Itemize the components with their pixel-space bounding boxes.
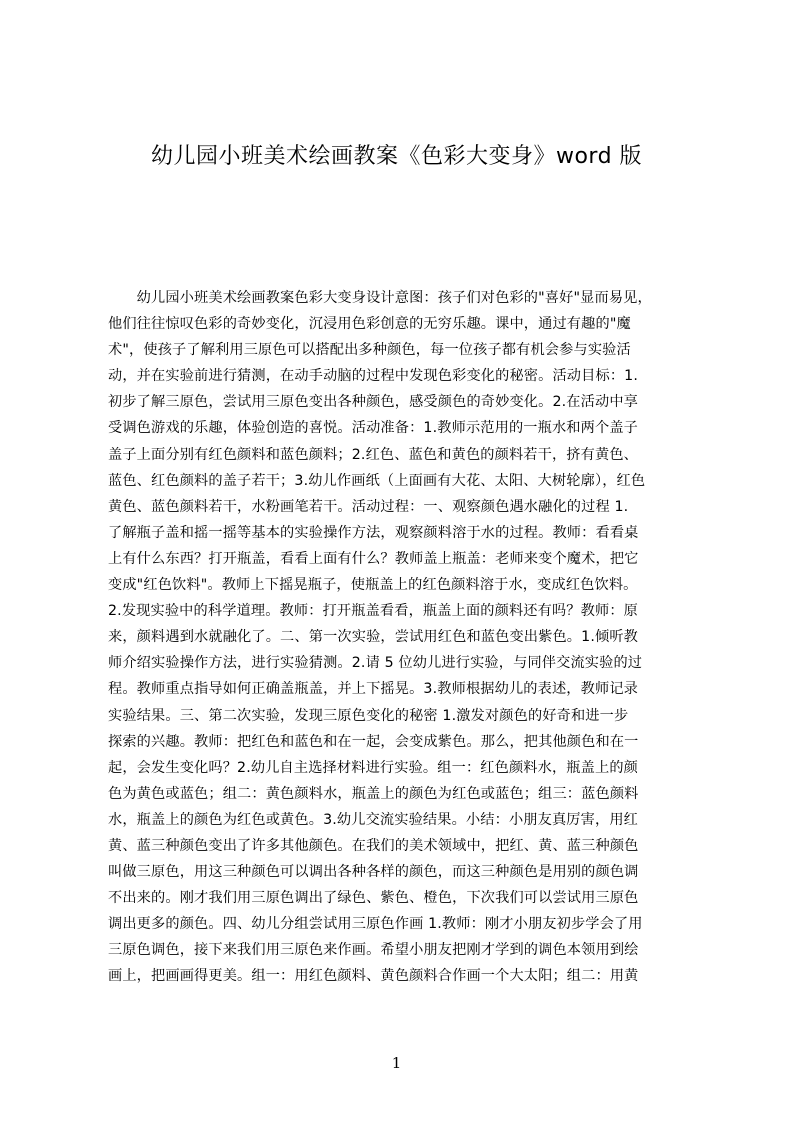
body-line: 画上，把画画得更美。组一：用红色颜料、黄色颜料合作画一个大太阳；组二：用黄	[108, 968, 639, 985]
body-line: 幼儿园小班美术绘画教案色彩大变身设计意图：孩子们对色彩的"喜好"显而易见，	[108, 290, 652, 306]
body-line: 色为黄色或蓝色；组二：黄色颜料水，瓶盖上的颜色为红色或蓝色；组三：蓝色颜料	[108, 785, 639, 802]
body-line: 起，会发生变化吗？2.幼儿自主选择材料进行实验。组一：红色颜料水，瓶盖上的颜	[108, 759, 638, 776]
body-line: 蓝色、红色颜料的盖子若干；3.幼儿作画纸（上面画有大花、太阳、大树轮廓），红色	[108, 472, 646, 489]
body-line: 师介绍实验操作方法，进行实验猜测。2.请 5 位幼儿进行实验，与同伴交流实验的过	[108, 655, 643, 672]
body-line: 水，瓶盖上的颜色为红色或黄色。3.幼儿交流实验结果。小结：小朋友真厉害，用红	[108, 811, 638, 828]
body-line: 来，颜料遇到水就融化了。二、第一次实验，尝试用红色和蓝色变出紫色。1.倾听教	[108, 629, 638, 646]
body-line: 不出来的。刚才我们用三原色调出了绿色、紫色、橙色，下次我们可以尝试用三原色	[108, 890, 639, 907]
body-line: 探索的兴趣。教师：把红色和蓝色和在一起，会变成紫色。那么，把其他颜色和在一	[108, 733, 639, 750]
body-line: 黄色、蓝色颜料若干，水粉画笔若干。活动过程：一、观察颜色遇水融化的过程 1.	[108, 498, 629, 515]
body-line: 上有什么东西？打开瓶盖，看看上面有什么？教师盖上瓶盖：老师来变个魔术，把它	[108, 550, 639, 567]
document-body	[108, 285, 694, 1035]
body-line: 受调色游戏的乐趣，体验创造的喜悦。活动准备：1.教师示范用的一瓶水和两个盖子	[108, 420, 638, 437]
body-line: 动，并在实验前进行猜测，在动手动脑的过程中发现色彩变化的秘密。活动目标：1.	[108, 368, 638, 385]
document-title: 幼儿园小班美术绘画教案《色彩大变身》word 版	[150, 144, 643, 169]
body-line: 盖子上面分别有红色颜料和蓝色颜料；2.红色、蓝色和黄色的颜料若干，挤有黄色、	[108, 446, 638, 463]
body-line: 变成"红色饮料"。教师上下摇晃瓶子，使瓶盖上的红色颜料溶于水，变成红色饮料。	[108, 577, 638, 594]
body-line: 三原色调色，接下来我们用三原色来作画。希望小朋友把刚才学到的调色本领用到绘	[108, 942, 639, 959]
body-line: 叫做三原色，用这三种颜色可以调出各种各样的颜色，而这三种颜色是用别的颜色调	[108, 864, 639, 881]
body-line: 术"，使孩子了解利用三原色可以搭配出多种颜色，每一位孩子都有机会参与实验活	[108, 342, 631, 359]
body-line: 了解瓶子盖和摇一摇等基本的实验操作方法，观察颜料溶于水的过程。教师：看看桌	[108, 524, 639, 541]
body-line: 他们往往惊叹色彩的奇妙变化，沉浸用色彩创意的无穷乐趣。课中，通过有趣的"魔	[108, 316, 631, 333]
body-line: 实验结果。三、第二次实验，发现三原色变化的秘密 1.激发对颜色的好奇和进一步	[108, 707, 629, 724]
body-line: 2.发现实验中的科学道理。教师：打开瓶盖看看，瓶盖上面的颜料还有吗？教师：原	[108, 603, 638, 620]
body-line: 调出更多的颜色。四、幼儿分组尝试用三原色作画 1.教师：刚才小朋友初步学会了用	[108, 916, 643, 933]
body-line: 黄、蓝三种颜色变出了许多其他颜色。在我们的美术领域中，把红、黄、蓝三种颜色	[108, 837, 639, 854]
body-line: 程。教师重点指导如何正确盖瓶盖，并上下摇晃。3.教师根据幼儿的表述，教师记录	[108, 681, 638, 698]
page-number: 1	[391, 1054, 402, 1072]
body-line: 初步了解三原色，尝试用三原色变出各种颜色，感受颜色的奇妙变化。2.在活动中享	[108, 394, 638, 411]
